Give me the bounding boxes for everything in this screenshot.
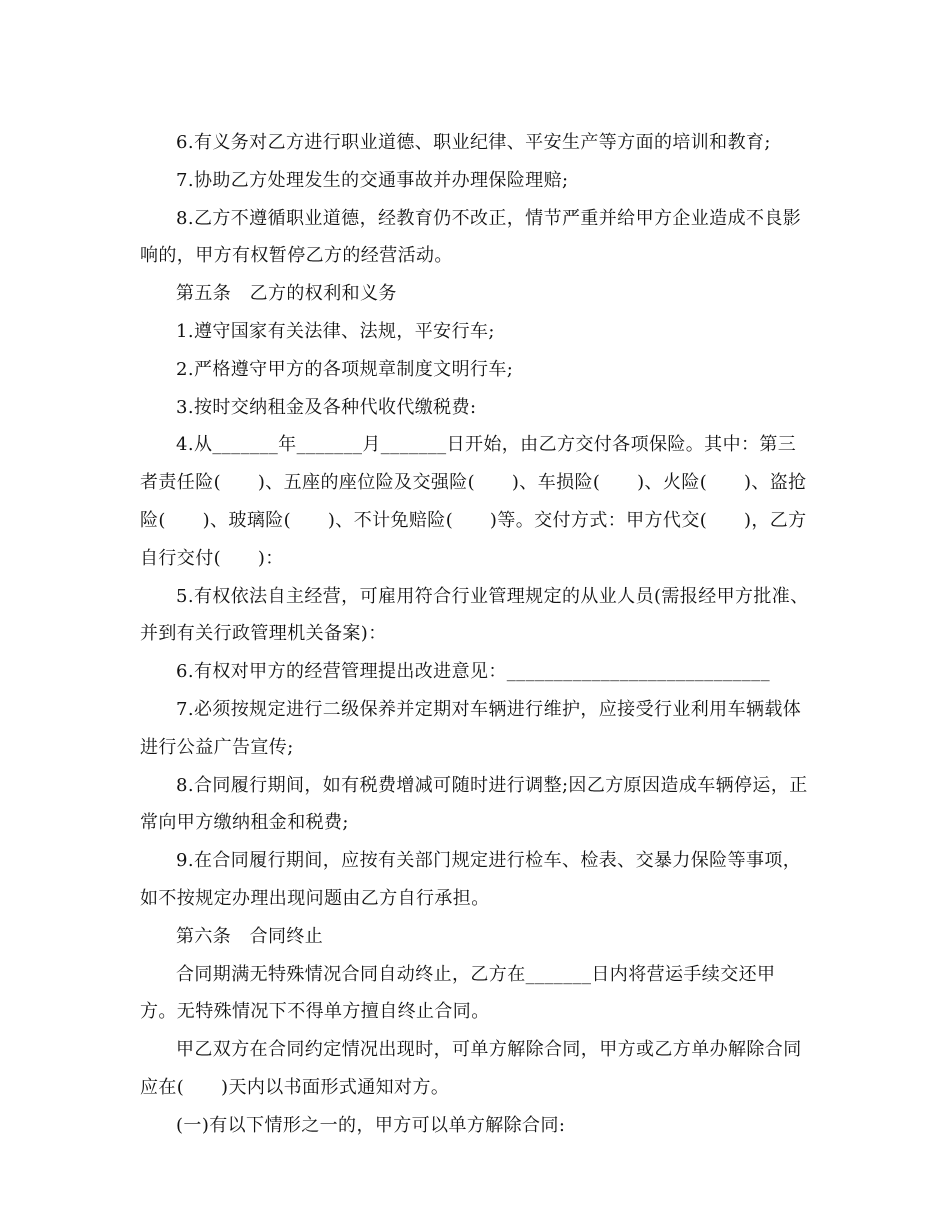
paragraph-termination-1: 合同期满无特殊情况合同自动终止，乙方在_______日内将营运手续交还甲方。无特殊情况下不得单方擅自终止合同。 <box>140 963 776 1023</box>
paragraph-right-9: 9.在合同履行期间，应按有关部门规定进行检车、检表、交暴力保险等事项，如不按规定办理出现问题由乙方自行承担。 <box>140 850 802 909</box>
paragraph-right-5: 5.有权依法自主经营，可雇用符合行业管理规定的从业人员(需报经甲方批准、并到有关行政管理机关备案)： <box>140 585 809 645</box>
paragraph-right-6: 6.有权对甲方的经营管理提出改进意见：____________________________ <box>176 661 770 683</box>
paragraph-right-2: 2.严格遵守甲方的各项规章制度文明行车; <box>176 358 514 380</box>
paragraph-right-7: 7.必须按规定进行二级保养并定期对车辆进行维护，应接受行业利用车辆载体进行公益广告宣传; <box>140 698 802 758</box>
paragraph-right-1: 1.遵守国家有关法律、法规，平安行车; <box>176 320 495 342</box>
paragraph-termination-2: 甲乙双方在合同约定情况出现时，可单方解除合同，甲方或乙方单办解除合同应在( )天内以书面形式通知对方。 <box>140 1039 802 1098</box>
paragraph-obligation-8: 8.乙方不遵循职业道德，经教育仍不改正，情节严重并给甲方企业造成不良影响的，甲方有权暂停乙方的经营活动。 <box>140 207 802 267</box>
article-5-heading: 第五条 乙方的权利和义务 <box>176 283 397 305</box>
paragraph-right-3: 3.按时交纳租金及各种代收代缴税费: <box>176 396 477 418</box>
article-6-heading: 第六条 合同终止 <box>176 925 324 947</box>
paragraph-obligation-7: 7.协助乙方处理发生的交通事故并办理保险理赔; <box>176 169 569 191</box>
paragraph-right-4-insurance: 4.从_______年_______月_______日开始，由乙方交付各项保险。其中：第三者责任险( )、五座的座位险及交强险( )、车损险( )、火险( )、盗抢险( )、玻璃险( )、不计免赔险( )等。交付方式：甲方代交( )，乙方自行交付( )： <box>140 434 807 569</box>
document-body <box>140 124 812 1145</box>
paragraph-obligation-6: 6.有义务对乙方进行职业道德、职业纪律、平安生产等方面的培训和教育; <box>176 132 771 153</box>
paragraph-termination-3: (一)有以下情形之一的，甲方可以单方解除合同: <box>176 1114 566 1136</box>
paragraph-right-8: 8.合同履行期间，如有税费增减可随时进行调整;因乙方原因造成车辆停运，正常向甲方缴纳租金和税费; <box>140 774 808 834</box>
